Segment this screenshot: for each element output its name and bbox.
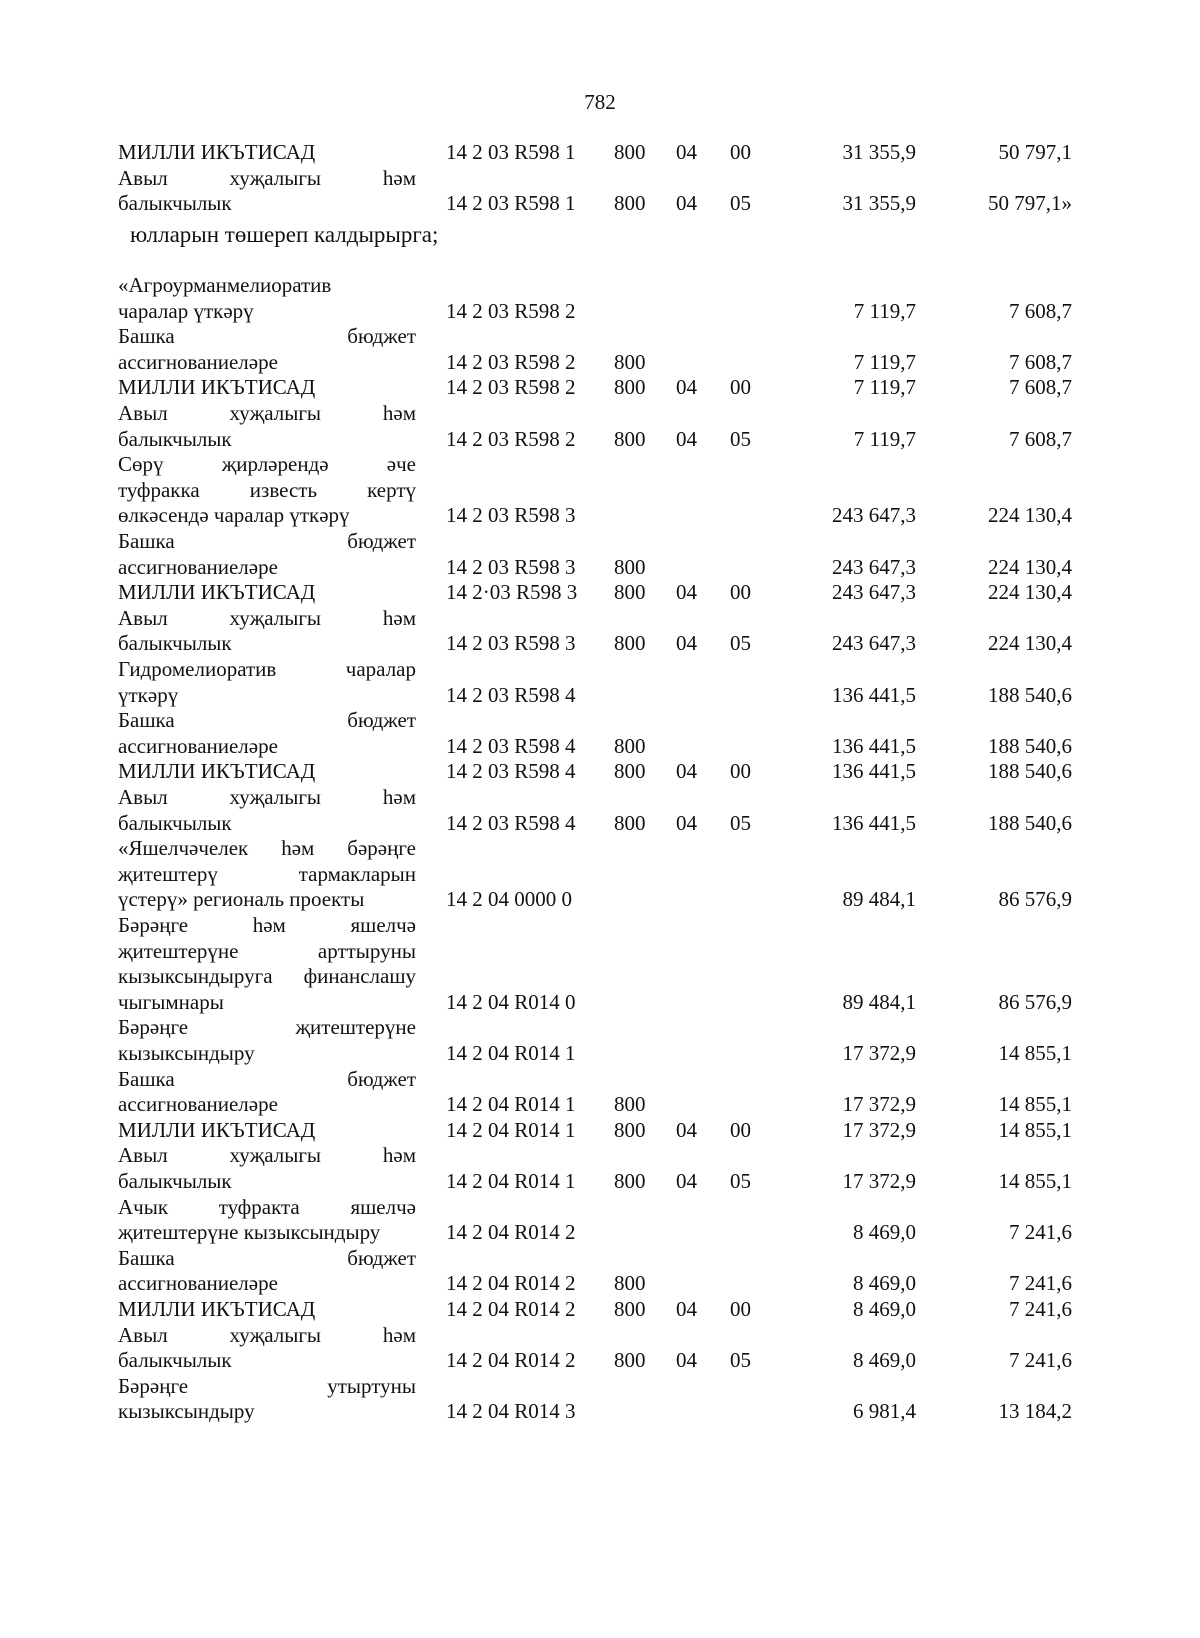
row-amount-1: 89 484,1 <box>842 887 916 912</box>
row-amount-1: 8 469,0 <box>853 1220 916 1245</box>
table-row <box>0 1014 1200 1040</box>
table-row <box>0 1322 1200 1348</box>
row-code: 14 2 03 R598 3 <box>446 554 576 579</box>
table-row <box>0 272 1200 298</box>
row-code: 14 2 04 R014 0 <box>446 989 576 1014</box>
row-name: балыкчылык <box>118 1169 232 1193</box>
row-subsection: 00 <box>730 140 751 164</box>
row-amount-2: 14 855,1 <box>998 1117 1072 1142</box>
table-row <box>0 861 1200 887</box>
row-amount-2: 188 540,6 <box>988 733 1072 758</box>
table-row <box>0 1040 1200 1066</box>
row-section: 04 <box>676 759 697 784</box>
row-code: 14 2 03 R598 4 <box>446 733 576 758</box>
row-name: Авыл хуҗалыгы һәм <box>118 605 416 630</box>
row-code: 14 2 03 R598 3 <box>446 503 576 528</box>
row-name: Авыл хуҗалыгы һәм <box>118 785 416 809</box>
row-code: 14 2 04 R014 2 <box>446 1220 576 1245</box>
row-name: Бәрәңге утыртуны <box>118 1373 416 1398</box>
table-row <box>0 886 1200 912</box>
row-amount-1: 243 647,3 <box>832 503 916 528</box>
table-row <box>0 758 1200 784</box>
inserted-note: юлларын төшереп калдырырга; <box>130 222 439 247</box>
row-name: Авыл хуҗалыгы һәм <box>118 1143 416 1168</box>
table-row <box>0 554 1200 580</box>
row-section: 04 <box>676 580 697 605</box>
table-row <box>0 349 1200 375</box>
row-subsection: 00 <box>730 1297 751 1321</box>
row-amount-1: 17 372,9 <box>842 1041 916 1065</box>
row-expense-type: 800 <box>614 1092 646 1117</box>
row-subsection: 00 <box>730 759 751 784</box>
row-code: 14 2 03 R598 2 <box>446 375 576 400</box>
row-subsection: 05 <box>730 810 751 835</box>
row-section: 04 <box>676 1169 697 1193</box>
row-amount-2: 86 576,9 <box>998 989 1072 1014</box>
row-name: Башка бюджет <box>118 708 416 733</box>
row-amount-1: 243 647,3 <box>832 580 916 605</box>
table-row <box>0 477 1200 503</box>
row-amount-1: 7 119,7 <box>853 375 916 400</box>
table-row <box>0 605 1200 631</box>
row-name: кызыксындыру <box>118 1041 255 1065</box>
table-row <box>0 1091 1200 1117</box>
row-code: 14 2 03 R598 2 <box>446 298 576 323</box>
row-name: балыкчылык <box>118 426 232 451</box>
table-row <box>0 1168 1200 1194</box>
row-expense-type: 800 <box>614 580 646 605</box>
table-row <box>0 400 1200 426</box>
row-expense-type: 800 <box>614 375 646 400</box>
row-amount-1: 136 441,5 <box>832 810 916 835</box>
row-code: 14 2 04 R014 3 <box>446 1399 576 1424</box>
row-name: «Яшелчәчелек һәм бәрәңге <box>118 836 416 861</box>
table-row <box>0 323 1200 349</box>
row-subsection: 05 <box>730 1348 751 1373</box>
row-expense-type: 800 <box>614 349 646 374</box>
row-section: 04 <box>676 426 697 451</box>
row-name: җитештерүне арттыруны <box>118 938 416 963</box>
table-row <box>0 298 1200 324</box>
row-code: 14 2 04 0000 0 <box>446 887 572 912</box>
row-name: ассигнованиеләре <box>118 349 278 374</box>
row-name: туфракка известь кертү <box>118 477 416 502</box>
table-row <box>0 1270 1200 1296</box>
row-name: Бәрәңге җитештерүне <box>118 1015 416 1040</box>
row-code: 14 2 04 R014 1 <box>446 1092 576 1117</box>
row-amount-2: 7 241,6 <box>1009 1220 1072 1245</box>
table-row <box>0 1117 1200 1143</box>
row-code: 14 2 04 R014 1 <box>446 1117 576 1142</box>
row-name: үстерү» региональ проекты <box>118 887 365 912</box>
table-row <box>0 190 1200 216</box>
row-amount-1: 31 355,9 <box>842 191 916 216</box>
row-amount-2: 224 130,4 <box>988 631 1072 656</box>
row-name: Башка бюджет <box>118 529 416 553</box>
row-expense-type: 800 <box>614 810 646 835</box>
row-amount-2: 224 130,4 <box>988 580 1072 605</box>
row-name: Авыл хуҗалыгы һәм <box>118 1322 416 1347</box>
row-code: 14 2 03 R598 2 <box>446 349 576 374</box>
row-expense-type: 800 <box>614 426 646 451</box>
row-name: Башка бюджет <box>118 1245 416 1270</box>
row-name: МИЛЛИ ИКЪТИСАД <box>118 375 316 400</box>
row-amount-1: 17 372,9 <box>842 1117 916 1142</box>
row-name: кызыксындыру <box>118 1399 255 1424</box>
row-amount-2: 86 576,9 <box>998 887 1072 912</box>
table-row <box>0 707 1200 733</box>
table-row <box>0 630 1200 656</box>
table-row <box>0 1142 1200 1168</box>
row-amount-1: 243 647,3 <box>832 631 916 656</box>
table-row <box>0 912 1200 938</box>
row-amount-1: 8 469,0 <box>853 1348 916 1373</box>
table-row <box>0 784 1200 810</box>
row-amount-2: 14 855,1 <box>998 1092 1072 1117</box>
row-subsection: 00 <box>730 580 751 605</box>
row-expense-type: 800 <box>614 554 646 579</box>
row-amount-1: 136 441,5 <box>832 682 916 707</box>
row-name: МИЛЛИ ИКЪТИСАД <box>118 759 316 784</box>
row-name: Башка бюджет <box>118 1066 416 1091</box>
row-section: 04 <box>676 375 697 400</box>
row-code: 14 2 04 R014 2 <box>446 1297 576 1321</box>
row-name: Бәрәңге һәм яшелчә <box>118 913 416 937</box>
row-code: 14 2 04 R014 2 <box>446 1271 576 1296</box>
row-amount-2: 224 130,4 <box>988 503 1072 528</box>
row-name: МИЛЛИ ИКЪТИСАД <box>118 1297 316 1321</box>
table-row <box>0 139 1200 165</box>
row-expense-type: 800 <box>614 191 646 216</box>
table-row <box>0 938 1200 964</box>
row-name: Авыл хуҗалыгы һәм <box>118 165 416 190</box>
row-subsection: 05 <box>730 426 751 451</box>
table-row <box>0 810 1200 836</box>
row-expense-type: 800 <box>614 1117 646 1142</box>
row-subsection: 05 <box>730 631 751 656</box>
row-amount-2: 7 608,7 <box>1009 375 1072 400</box>
table-row <box>0 165 1200 191</box>
table-row <box>0 1347 1200 1373</box>
table-row <box>0 1219 1200 1245</box>
row-amount-1: 8 469,0 <box>853 1297 916 1321</box>
table-row <box>0 451 1200 477</box>
row-code: 14 2 03 R598 1 <box>446 140 576 164</box>
row-expense-type: 800 <box>614 1297 646 1321</box>
row-amount-2: 188 540,6 <box>988 759 1072 784</box>
row-name: үткәрү <box>118 682 179 707</box>
row-amount-2: 7 241,6 <box>1009 1297 1072 1321</box>
table-row <box>0 1245 1200 1271</box>
table-row <box>0 682 1200 708</box>
row-code: 14 2 03 R598 1 <box>446 191 576 216</box>
row-amount-2: 188 540,6 <box>988 682 1072 707</box>
row-amount-2: 7 608,7 <box>1009 298 1072 323</box>
row-name: Сөрү җирләрендә әче <box>118 452 416 477</box>
row-name: чыгымнары <box>118 989 224 1014</box>
row-subsection: 05 <box>730 1169 751 1193</box>
row-expense-type: 800 <box>614 1169 646 1193</box>
row-name: Гидромелиоратив чаралар <box>118 657 416 681</box>
row-amount-1: 243 647,3 <box>832 554 916 579</box>
row-name: балыкчылык <box>118 810 232 835</box>
row-section: 04 <box>676 140 697 164</box>
row-name: өлкәсендә чаралар үткәрү <box>118 503 350 528</box>
page-number: 782 <box>584 90 616 114</box>
table-row <box>0 1194 1200 1220</box>
row-amount-1: 8 469,0 <box>853 1271 916 1296</box>
table-row <box>0 656 1200 682</box>
table-row <box>0 733 1200 759</box>
row-name: МИЛЛИ ИКЪТИСАД <box>118 1117 316 1142</box>
row-amount-2: 13 184,2 <box>998 1399 1072 1424</box>
row-subsection: 05 <box>730 191 751 216</box>
row-amount-1: 31 355,9 <box>842 140 916 164</box>
row-expense-type: 800 <box>614 140 646 164</box>
row-code: 14 2 03 R598 4 <box>446 759 576 784</box>
row-section: 04 <box>676 810 697 835</box>
row-subsection: 00 <box>730 375 751 400</box>
row-amount-1: 17 372,9 <box>842 1169 916 1193</box>
row-amount-1: 89 484,1 <box>842 989 916 1014</box>
row-amount-1: 136 441,5 <box>832 759 916 784</box>
row-expense-type: 800 <box>614 733 646 758</box>
row-code: 14 2 04 R014 1 <box>446 1169 576 1193</box>
row-name: җитештерүне кызыксындыру <box>118 1220 381 1245</box>
row-name: балыкчылык <box>118 1348 232 1373</box>
row-section: 04 <box>676 1297 697 1321</box>
row-name: ассигнованиеләре <box>118 554 278 579</box>
row-name: «Агроурманмелиоратив <box>118 273 332 297</box>
row-name: ассигнованиеләре <box>118 1092 278 1117</box>
table-row <box>0 426 1200 452</box>
row-code: 14 2 03 R598 4 <box>446 810 576 835</box>
row-name: җитештерү тармакларын <box>118 861 416 886</box>
row-amount-2: 50 797,1» <box>988 191 1072 216</box>
table-row <box>0 528 1200 554</box>
table-row <box>0 1066 1200 1092</box>
row-amount-1: 7 119,7 <box>853 426 916 451</box>
row-amount-2: 224 130,4 <box>988 554 1072 579</box>
row-name: МИЛЛИ ИКЪТИСАД <box>118 580 316 605</box>
row-amount-2: 14 855,1 <box>998 1169 1072 1193</box>
table-row <box>0 963 1200 989</box>
row-amount-2: 7 241,6 <box>1009 1271 1072 1296</box>
row-name: Авыл хуҗалыгы һәм <box>118 401 416 425</box>
row-amount-1: 17 372,9 <box>842 1092 916 1117</box>
table-row <box>0 579 1200 605</box>
row-code: 14 2 03 R598 2 <box>446 426 576 451</box>
table-row <box>0 835 1200 861</box>
table-row <box>0 1373 1200 1399</box>
row-amount-2: 7 608,7 <box>1009 426 1072 451</box>
row-amount-1: 7 119,7 <box>853 298 916 323</box>
row-section: 04 <box>676 1348 697 1373</box>
table-row <box>0 1296 1200 1322</box>
row-amount-2: 7 241,6 <box>1009 1348 1072 1373</box>
row-expense-type: 800 <box>614 759 646 784</box>
row-name: ассигнованиеләре <box>118 733 278 758</box>
row-expense-type: 800 <box>614 1348 646 1373</box>
row-expense-type: 800 <box>614 631 646 656</box>
row-name: Ачык туфракта яшелчә <box>118 1194 416 1219</box>
table-row <box>0 374 1200 400</box>
row-name: балыкчылык <box>118 191 232 216</box>
row-amount-2: 188 540,6 <box>988 810 1072 835</box>
row-name: ассигнованиеләре <box>118 1271 278 1296</box>
row-amount-1: 6 981,4 <box>853 1399 916 1424</box>
row-name: кызыксындыруга финанслашу <box>118 964 416 989</box>
table-row <box>0 502 1200 528</box>
row-subsection: 00 <box>730 1117 751 1142</box>
table-row <box>0 989 1200 1015</box>
row-amount-2: 14 855,1 <box>998 1041 1072 1065</box>
row-code: 14 2·03 R598 3 <box>446 580 578 605</box>
row-name: балыкчылык <box>118 631 232 656</box>
row-name: чаралар үткәрү <box>118 298 254 323</box>
row-expense-type: 800 <box>614 1271 646 1296</box>
row-name: МИЛЛИ ИКЪТИСАД <box>118 140 316 164</box>
row-section: 04 <box>676 631 697 656</box>
row-amount-2: 50 797,1 <box>998 140 1072 164</box>
row-amount-1: 136 441,5 <box>832 733 916 758</box>
row-code: 14 2 04 R014 1 <box>446 1041 576 1065</box>
row-code: 14 2 04 R014 2 <box>446 1348 576 1373</box>
row-amount-2: 7 608,7 <box>1009 349 1072 374</box>
table-row <box>0 1398 1200 1424</box>
row-section: 04 <box>676 191 697 216</box>
row-code: 14 2 03 R598 3 <box>446 631 576 656</box>
row-name: Башка бюджет <box>118 324 416 349</box>
row-section: 04 <box>676 1117 697 1142</box>
row-amount-1: 7 119,7 <box>853 349 916 374</box>
row-code: 14 2 03 R598 4 <box>446 682 576 707</box>
